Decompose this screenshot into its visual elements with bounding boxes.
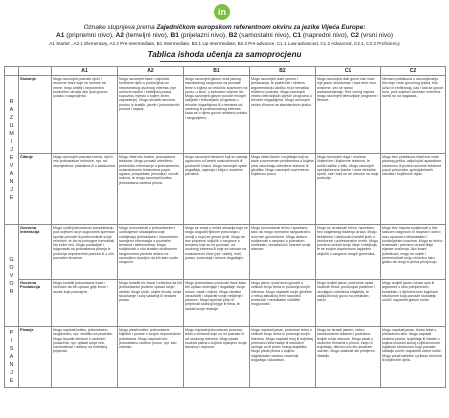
level-c2-code: C2	[350, 32, 359, 39]
group-letter: J	[10, 370, 13, 376]
level-legend	[4, 32, 445, 40]
level-c1-name: (napredni nivo),	[302, 32, 349, 39]
level-c1-code: C1	[292, 32, 301, 39]
header-c2: C2	[381, 67, 446, 76]
descriptor-cell: Mogu koristiti niz fraza i rečenica da bih jednostavnim jezikom opisao svoju obitelj i druge ljude, uvjete života, svoje školovanje i svoj sadašnji ili nedavni posao.	[118, 280, 184, 327]
group-letter: A	[9, 171, 14, 177]
header-c1: C1	[316, 67, 381, 76]
table-row	[5, 280, 446, 327]
group-letter: J	[10, 187, 13, 193]
brand-logo: in	[214, 4, 230, 20]
descriptor-cell: Mogu razumjeti tekstove koji se sastoje uglavnom od čestih svakodnevnih ili poslovnih izraza. Mogu razumjeti opise događaja, osjećaja i želja u osobnim pismima.	[184, 154, 250, 225]
descriptor-cell: Mogu razumjeti duži govor čak i kad nije jasno strukturiran i kad veze nisu izražene, već se samo podrazumijevaju. Bez većeg napora mogu razumjeti televizijske programe i filmove.	[316, 76, 381, 154]
descriptor-cell: Mogu razumjeti fraze i najčešće korištene riječi u područjima od neposrednog osobnog interesa (npr. osnovni osobni i obiteljski podaci, kupovina, mjesto u kojem živim, zaposlenje). Mogu shvatiti osnovnu poruku iz kratkih, jasnih i jednostavnih poruka i najava.	[118, 76, 184, 154]
header-group-col	[5, 67, 19, 76]
header-b2: B2	[250, 67, 316, 76]
descriptor-cell: Mogu komunicirati u jednostavnim i uobičajenim situacijama koje zahtijevaju jednostavnu i neposrednu razmjenu informacija o poznatim temama i aktivnostima. Mogu sudjelovati u vrlo kratkim društvenim razgovorima premda obično ne razumijem dovoljno da bih sam vodio razgovor.	[118, 225, 184, 280]
descriptor-cell: Mogu napisati jasan, tečan tekst u prikladnom stilu. Mogu napisati složena pisma, izvještaje ili članke u kojima iznosim slučaj s djelotvornom logičkom strukturom koja pomaže čitatelju uočiti i zapamtiti važne točke. Mogu pisati sažetke i prikaze stručnih ili književnih djela.	[381, 327, 446, 388]
descriptor-cell: Mogu čitati vrlo kratke, jednostavne tekstove. Mogu pronaći određenu, predvidivu informaciju u jednostavnim, svakodnevnim tekstovima poput oglasa, prospekata, jelovnika i voznih redova, te mogu razumjeti kratka, jednostavna osobna pisma.	[118, 154, 184, 225]
header-skill-col	[19, 67, 52, 76]
descriptor-cell: Mogu razumjeti poznate riječi i osnovne fraze koje se odnose na mene, moju obitelj i neposredno konkretno okružje ako ljudi govore polako i razgovijetno.	[52, 76, 118, 154]
descriptor-cell: Mogu čitati članke i izvještaje koji se bave suvremenim problemima u kojima pisci zauzimaju određene stavove ili gledišta. Mogu razumjeti suvremenu književnu prozu.	[250, 154, 316, 225]
table-row	[5, 225, 446, 280]
group-letter: N	[9, 362, 14, 368]
group-label-razumijevanje	[5, 76, 19, 225]
level-a2-name: (temeljni nivo),	[125, 32, 169, 39]
level-sublevels: A1 Starter , A2.1 Elementary, A2.2 Pre-intermediate, B1 Intermediate, B2.1 Up-intermediate, B2.2 Pre-advance, C1.1 Low-advanced, C1.2 Advanced, C2.1, C2.2 Proficiency	[49, 41, 400, 46]
descriptor-cell: Mogu jasno i podrobno govoriti o velikom broju tema iz područja svojih interesa. Mogu objasniti svoje gledište o nekoj aktualnoj temi navodeći prednosti i nedostatke različitih mogućnosti.	[250, 280, 316, 327]
descriptor-cell: Mogu iznijeti jasne, podrobne opise složenih tema, povezujući podteme i razvijajući određena stajališta, te zaključiti svoj govor na prikladan način.	[316, 280, 381, 327]
descriptor-cell: Mogu se izraziti jasnim, dobro strukturiranim tekstom i podrobno iznijeti svoje stavove. Mogu pisati o složenim temama u pismu, eseju ili izvještaju, ističući ono što smatram važnim. Mogu odabrati stil primjeren čitatelju.	[316, 327, 381, 388]
heading-line-1: Oznake stupnjeva prema Zajedničkom europskom referentnom okviru za jezike Vijeća Europe:	[83, 24, 366, 31]
table-title: Tablica ishoda učenja za samoprocjenu	[147, 50, 302, 59]
skill-label: Pisanje	[19, 327, 52, 388]
level-b2-name: (samostalni nivo),	[239, 32, 291, 39]
group-letter: A	[9, 354, 14, 360]
table-row	[5, 76, 446, 154]
self-assessment-grid	[4, 66, 446, 388]
descriptor-cell: Mogu razumjeti poznata imena, riječi i vrlo jednostavne rečenice, npr. na obavijestima, plakatima ili u katalozima.	[52, 154, 118, 225]
title-underline	[160, 61, 290, 62]
group-letter: E	[9, 378, 14, 384]
header-row	[5, 67, 446, 76]
header-a2: A2	[118, 67, 184, 76]
group-letter: R	[9, 99, 14, 105]
descriptor-cell: Mogu voditi jednostavnu komunikaciju pod uvjetom da je sugovornik spreman sporije ponoviti ili preformulirati svoje rečenice, te da mi pomogne formulirati što želim reći. Mogu postavljati i odgovarati na jednostavna pitanja iz područja neposrednih potreba ili o vrlo poznatim temama.	[52, 225, 118, 280]
group-label-pisanje	[5, 327, 19, 388]
descriptor-cell: Mogu jednostavno povezati fraze kako bih opisao doživljaje i događaje, svoje snove, nade i ciljeve. Mogu ukratko obrazložiti i objasniti svoje mišljenje i planove. Mogu ispričati priču ili prepričati sadržaj knjige ili filma, te opisati svoje reakcije.	[184, 280, 250, 327]
level-a1-name: (pripremni nivo),	[66, 32, 114, 39]
group-letter: Z	[9, 115, 14, 121]
descriptor-cell: Mogu razumjeti glavne misli jasnog standardnog razgovora na poznate teme s kojima se redovito susrećem na poslu, u školi, u slobodno vrijeme itd. Mogu razumjeti glavne poruke mnogih radijskih i televizijskih programa o tekućim događajima ili o temama od osobnog ili profesionalnog interesa kada se o njima govori relativno polako i razgovijetno.	[184, 76, 250, 154]
level-b1-name: (prijelazni nivo),	[180, 32, 227, 39]
descriptor-cell: Mogu bez poteškoća čitati sve vrste pisanog jezika, uključujući apstraktne, strukturno ili jezično složene tekstove poput priručnika, specijaliziranih članaka i književnih djela.	[381, 154, 446, 225]
group-letter: J	[10, 147, 13, 153]
skill-label: Govorna Produkcija	[19, 280, 52, 327]
descriptor-cell: Mogu bez napora sudjelovati u bilo kakvom razgovoru ili raspravi i dobro sam upoznat s idiomatskim i kolokvijalnim izrazima. Mogu se tečno izražavati i precizno izraziti finije nijanse značenja. Ako imam poteškoća, mogu se vratiti i preformulirati svoju rečenicu tako glatko da drugi to jedva primjećuju.	[381, 225, 446, 280]
descriptor-cell: Mogu pisati kratke, jednostavne bilješke i poruke o svojim neposrednim potrebama. Mogu napisati vrlo jednostavno osobno pismo, npr. kao zahvalu.	[118, 327, 184, 388]
descriptor-cell: Mogu komunicirati tečno i spontano tako da mogu normalno razgovarati s izvornim govornikom. Mogu aktivno sudjelovati u raspravi u poznatom kontekstu, obrazlažući i braneći svoje stavove.	[250, 225, 316, 280]
skill-label: Govorna interakcija	[19, 225, 52, 280]
level-a2-code: A2	[115, 32, 124, 39]
group-letter: V	[9, 163, 14, 169]
descriptor-cell: Mogu se snaći u većini situacija koje se mogu dogoditi tijekom putovanja u zemlji u kojoj se govori jezik. Mogu se bez pripreme uključiti u razgovor o temama koje su mi poznate, od osobnog interesa ili koje se odnose na svakodnevni život (npr. obitelj, hobi, posao, putovanja i tekuće događaje).	[184, 225, 250, 280]
descriptor-cell: Mogu napisati jasan, podroban tekst o velikom broju tema iz područja svojih interesa. Mogu napisati esej ili izvještaj prenoseći informacije ili navodeći razloge za ili protiv nekog stajališta. Mogu pisati pisma u kojima naglašavam osobno značenje događaja i iskustava.	[250, 327, 316, 388]
level-b2-code: B2	[228, 32, 238, 39]
header-b1: B1	[184, 67, 250, 76]
descriptor-cell: Nemam poteškoća u razumijevanju bilo koje vrste govornog jezika, bilo uživo ili emitiranog, čak i kad se govori brzo, pod uvjetom da imam vremena navići se na naglasak.	[381, 76, 446, 154]
group-letter: O	[9, 280, 14, 287]
group-label-govor	[5, 225, 19, 327]
descriptor-cell: Mogu razumjeti duge i složene činjenične i književne tekstove, te uočiti razlike u stilu. Mogu razumjeti specijalizirane članke i duže tehničke upute, čak i kad se ne odnose na moje područje.	[316, 154, 381, 225]
level-b1-code: B1	[170, 32, 179, 39]
group-letter: E	[9, 195, 14, 201]
document-heading	[4, 24, 445, 47]
skill-label: Slušanje	[19, 76, 52, 154]
group-letter: E	[9, 155, 14, 161]
level-a1-code: A1	[55, 32, 65, 39]
group-letter: R	[9, 288, 14, 295]
group-letter: O	[9, 264, 14, 271]
table-row	[5, 154, 446, 225]
group-letter: I	[10, 139, 13, 145]
group-letter: U	[9, 123, 14, 129]
skill-label: Čitanje	[19, 154, 52, 225]
header-a1: A1	[52, 67, 118, 76]
descriptor-cell: Mogu koristiti jednostavne fraze i rečenice da bih opisao gdje živim i osobe koje poznajem.	[52, 280, 118, 327]
descriptor-cell: Mogu razumjeti duže govore i predavanja, te pratiti čak i složenu argumentaciju ukoliko mi je tematika relativno poznata. Mogu razumjeti većinu televizijskih vijesti i programa o tekućim događajima. Mogu razumjeti većinu filmova na standardnom jeziku.	[250, 76, 316, 154]
descriptor-cell: Mogu iznijeti jasan i tečan opis ili argument u stilu primjerenom kontekstu, s djelotvornom logičkom strukturom koja pomaže slušatelju uočiti i zapamtiti glavne točke.	[381, 280, 446, 327]
group-letter: S	[9, 346, 14, 352]
descriptor-cell: Mogu se izražavati tečno i spontano bez očiglednog traženja izraza. Mogu fleksibilno i učinkovito koristiti jezik u društvene i profesionalne svrhe. Mogu precizno izraziti svoje ideje i mišljenja, te se svojim doprinosom uspješno uključiti u razgovor drugih govornika.	[316, 225, 381, 280]
group-letter: I	[10, 338, 13, 344]
group-letter: V	[9, 272, 14, 279]
descriptor-cell: Mogu napisati jednostavan povezan tekst o temama koje su mi poznate ili od osobnog interesa. Mogu pisati osobna pisma u kojima opisujem svoja iskustva i dojmove.	[184, 327, 250, 388]
group-letter: P	[9, 330, 14, 336]
level-c2-name: (vrsni nivo)	[360, 32, 394, 39]
group-letter: M	[9, 131, 14, 137]
group-letter: G	[9, 256, 14, 263]
group-letter: N	[9, 179, 14, 185]
descriptor-cell: Mogu napisati kratku, jednostavnu razglednicu, npr. čestitku za praznike. Mogu ispuniti obrasce s osobnim podacima, npr. upisati svoje ime, nacionalnost i adresu na hotelskoj prijavnici.	[52, 327, 118, 388]
group-letter: A	[9, 107, 14, 113]
table-row	[5, 327, 446, 388]
